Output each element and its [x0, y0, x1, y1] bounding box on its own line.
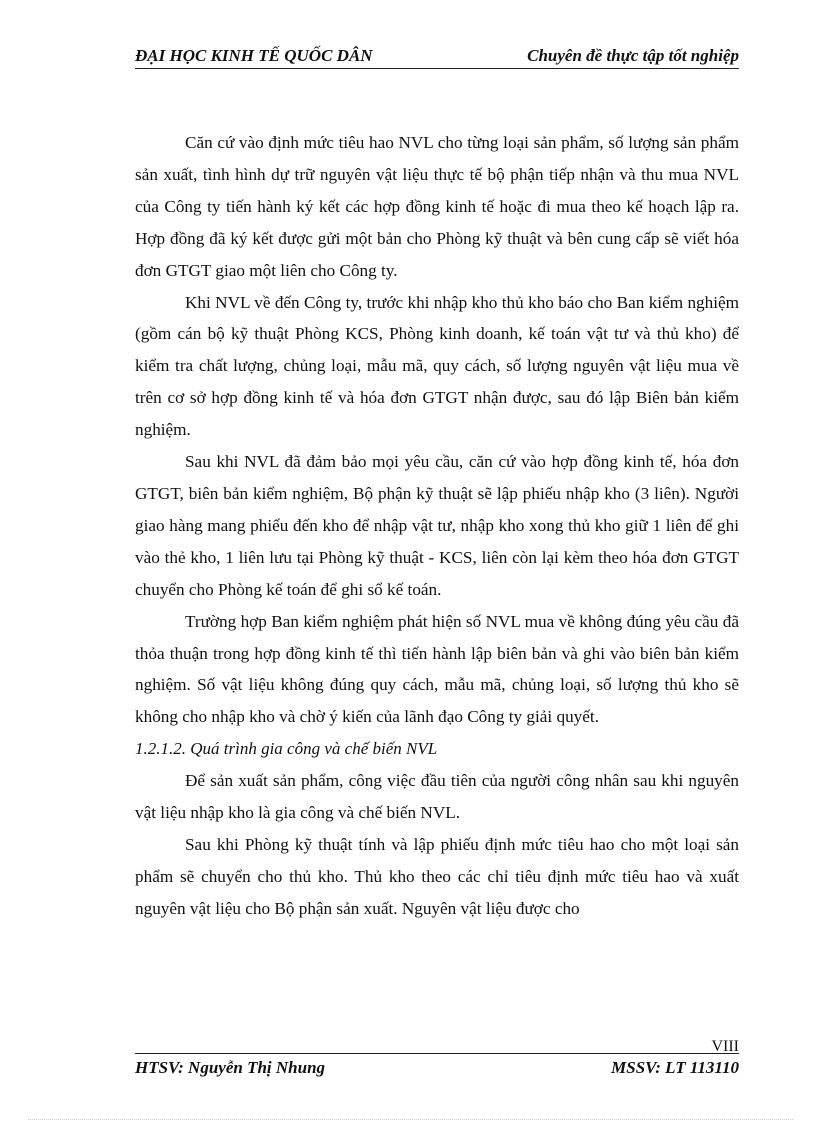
paragraph: Sau khi Phòng kỹ thuật tính và lập phiếu định mức tiêu hao cho một loại sản phẩm sẽ chuyển cho thủ kho. Thủ kho theo các chỉ tiêu định mức tiêu hao và xuất nguyên vật liệu cho Bộ phận sản xuất. Nguyên vật liệu được cho: [135, 834, 739, 918]
paragraph: Để sản xuất sản phẩm, công việc đầu tiên của người công nhân sau khi nguyên vật liệu nhập kho là gia công và chế biến NVL.: [135, 771, 739, 823]
page-header: [135, 46, 739, 69]
paragraph: Sau khi NVL đã đảm bảo mọi yêu cầu, căn cứ vào hợp đồng kinh tế, hóa đơn GTGT, biên bản kiểm nghiệm, Bộ phận kỹ thuật sẽ lập phiếu nhập kho (3 liên). Người giao hàng mang phiếu đến kho để nhập vật tư, nhập kho xong thủ kho giữ 1 liên để ghi vào thẻ kho, 1 liên lưu tại Phòng kỹ thuật - KCS, liên còn lại kèm theo hóa đơn GTGT chuyển cho Phòng kế toán để ghi sổ kế toán.: [135, 452, 739, 599]
page-edge-divider: [28, 1119, 793, 1120]
page-footer: [135, 1053, 739, 1082]
section-heading: 1.2.1.2. Quá trình gia công và chế biến NVL: [135, 739, 438, 759]
header-document-type: Chuyên đề thực tập tốt nghiệp: [527, 46, 739, 65]
header-university: ĐẠI HỌC KINH TẾ QUỐC DÂN: [135, 46, 373, 65]
paragraph: Trường hợp Ban kiểm nghiệm phát hiện số NVL mua về không đúng yêu cầu đã thỏa thuận trong hợp đồng kinh tế thì tiến hành lập biên bản và ghi vào biên bản kiểm nghiệm. Số vật liệu không đúng quy cách, mẫu mã, chủng loại, số lượng thủ kho sẽ không cho nhập kho và chờ ý kiến của lãnh đạo Công ty giải quyết.: [135, 611, 739, 727]
paragraph: Khi NVL về đến Công ty, trước khi nhập kho thủ kho báo cho Ban kiểm nghiệm (gồm cán bộ kỹ thuật Phòng KCS, Phòng kinh doanh, kế toán vật tư và thủ kho) để kiểm tra chất lượng, chủng loại, mẫu mã, quy cách, số lượng nguyên vật liệu mua về trên cơ sở hợp đồng kinh tế và hóa đơn GTGT nhận được, sau đó lập Biên bản kiểm nghiệm.: [135, 292, 739, 440]
page-number: VIII: [711, 1038, 739, 1055]
paragraph: Căn cứ vào định mức tiêu hao NVL cho từng loại sản phẩm, số lượng sản phẩm sản xuất, tình hình dự trữ nguyên vật liệu thực tế bộ phận tiếp nhận và thu mua NVL của Công ty tiến hành ký kết các hợp đồng kinh tế hoặc đi mua theo kế hoạch lập ra. Hợp đồng đã ký kết được gửi một bản cho Phòng kỹ thuật và bên cung cấp sẽ viết hóa đơn GTGT giao một liên cho Công ty.: [135, 133, 739, 280]
footer-student-name: HTSV: Nguyễn Thị Nhung: [135, 1058, 326, 1077]
page-body: [135, 127, 739, 925]
footer-student-id: MSSV: LT 113110: [611, 1058, 739, 1077]
